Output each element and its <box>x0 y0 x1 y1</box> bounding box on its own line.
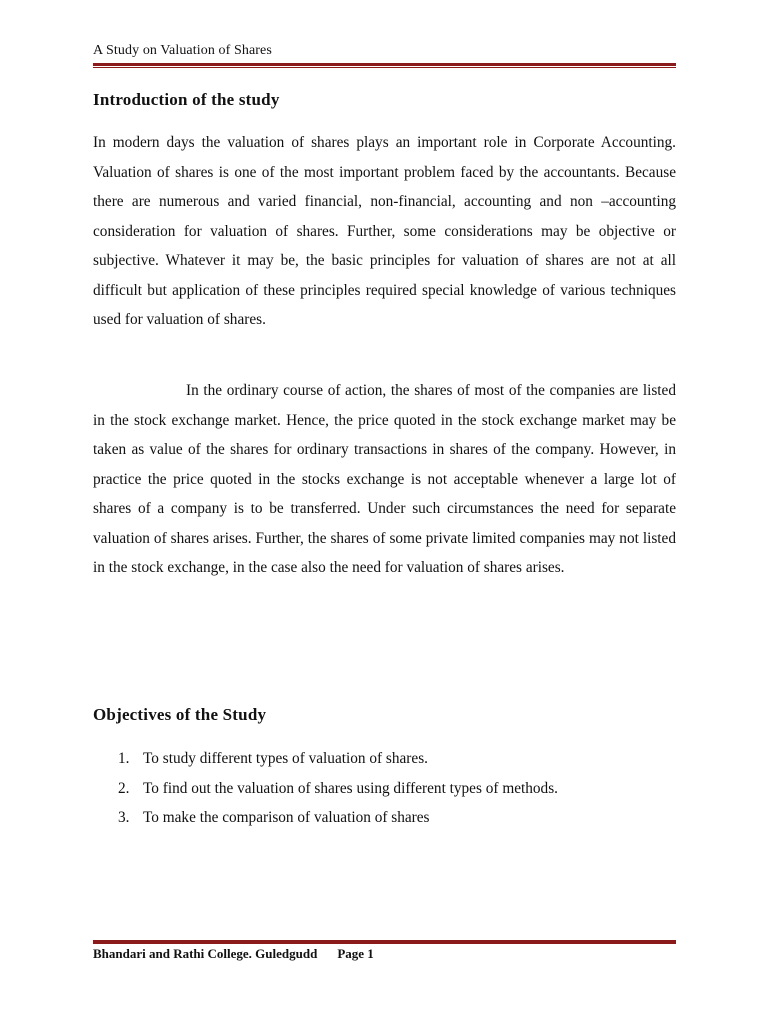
footer-rule-thick <box>93 941 676 944</box>
objectives-list <box>93 744 676 833</box>
list-item <box>93 803 676 833</box>
list-item-number: 1. <box>118 750 130 767</box>
footer-rule <box>93 939 676 945</box>
footer <box>93 946 374 962</box>
list-item-text: To make the comparison of valuation of shares <box>143 809 430 826</box>
list-item-number: 3. <box>118 809 130 826</box>
intro-heading: Introduction of the study <box>93 90 280 109</box>
header-title: A Study on Valuation of Shares <box>93 43 272 58</box>
list-item-text: To find out the valuation of shares using different types of methods. <box>143 779 558 797</box>
list-item-text: To study different types of valuation of shares. <box>143 750 428 767</box>
list-item <box>93 744 676 774</box>
header-rule-thick <box>93 63 676 66</box>
header-rule-thin <box>93 67 676 68</box>
list-item <box>93 774 676 804</box>
objectives-heading: Objectives of the Study <box>93 705 267 724</box>
footer-page-number: Page 1 <box>337 946 374 961</box>
header-rule <box>93 63 676 69</box>
intro-paragraph-1: In modern days the valuation of shares plays an important role in Corporate Accounting. Valuation of shares is one of the most important problem faced by the accountants. Because there are numerous and varied financial, non-financial, accounting and non –accounting consideration for valuation of shares. Further, some considerations may be objective or subjective. Whatever it may be, the basic principles for valuation of shares are not at all difficult but application of these principles required special knowledge of various techniques used for valuation of shares. <box>93 134 676 328</box>
footer-college: Bhandari and Rathi College. Guledgudd <box>93 946 318 961</box>
intro-paragraph-2: In the ordinary course of action, the shares of most of the companies are listed in the stock exchange market. Hence, the price quoted in the stock exchange market may be taken as value of the shares for ordinary transactions in shares of the company. However, in practice the price quoted in the stocks exchange is not acceptable whenever a large lot of shares of a company is to be transferred. Under such circumstances the need for separate valuation of shares arises. Further, the shares of some private limited companies may not listed in the stock exchange, in the case also the need for valuation of shares arises. <box>93 382 676 576</box>
list-item-number: 2. <box>118 779 130 797</box>
